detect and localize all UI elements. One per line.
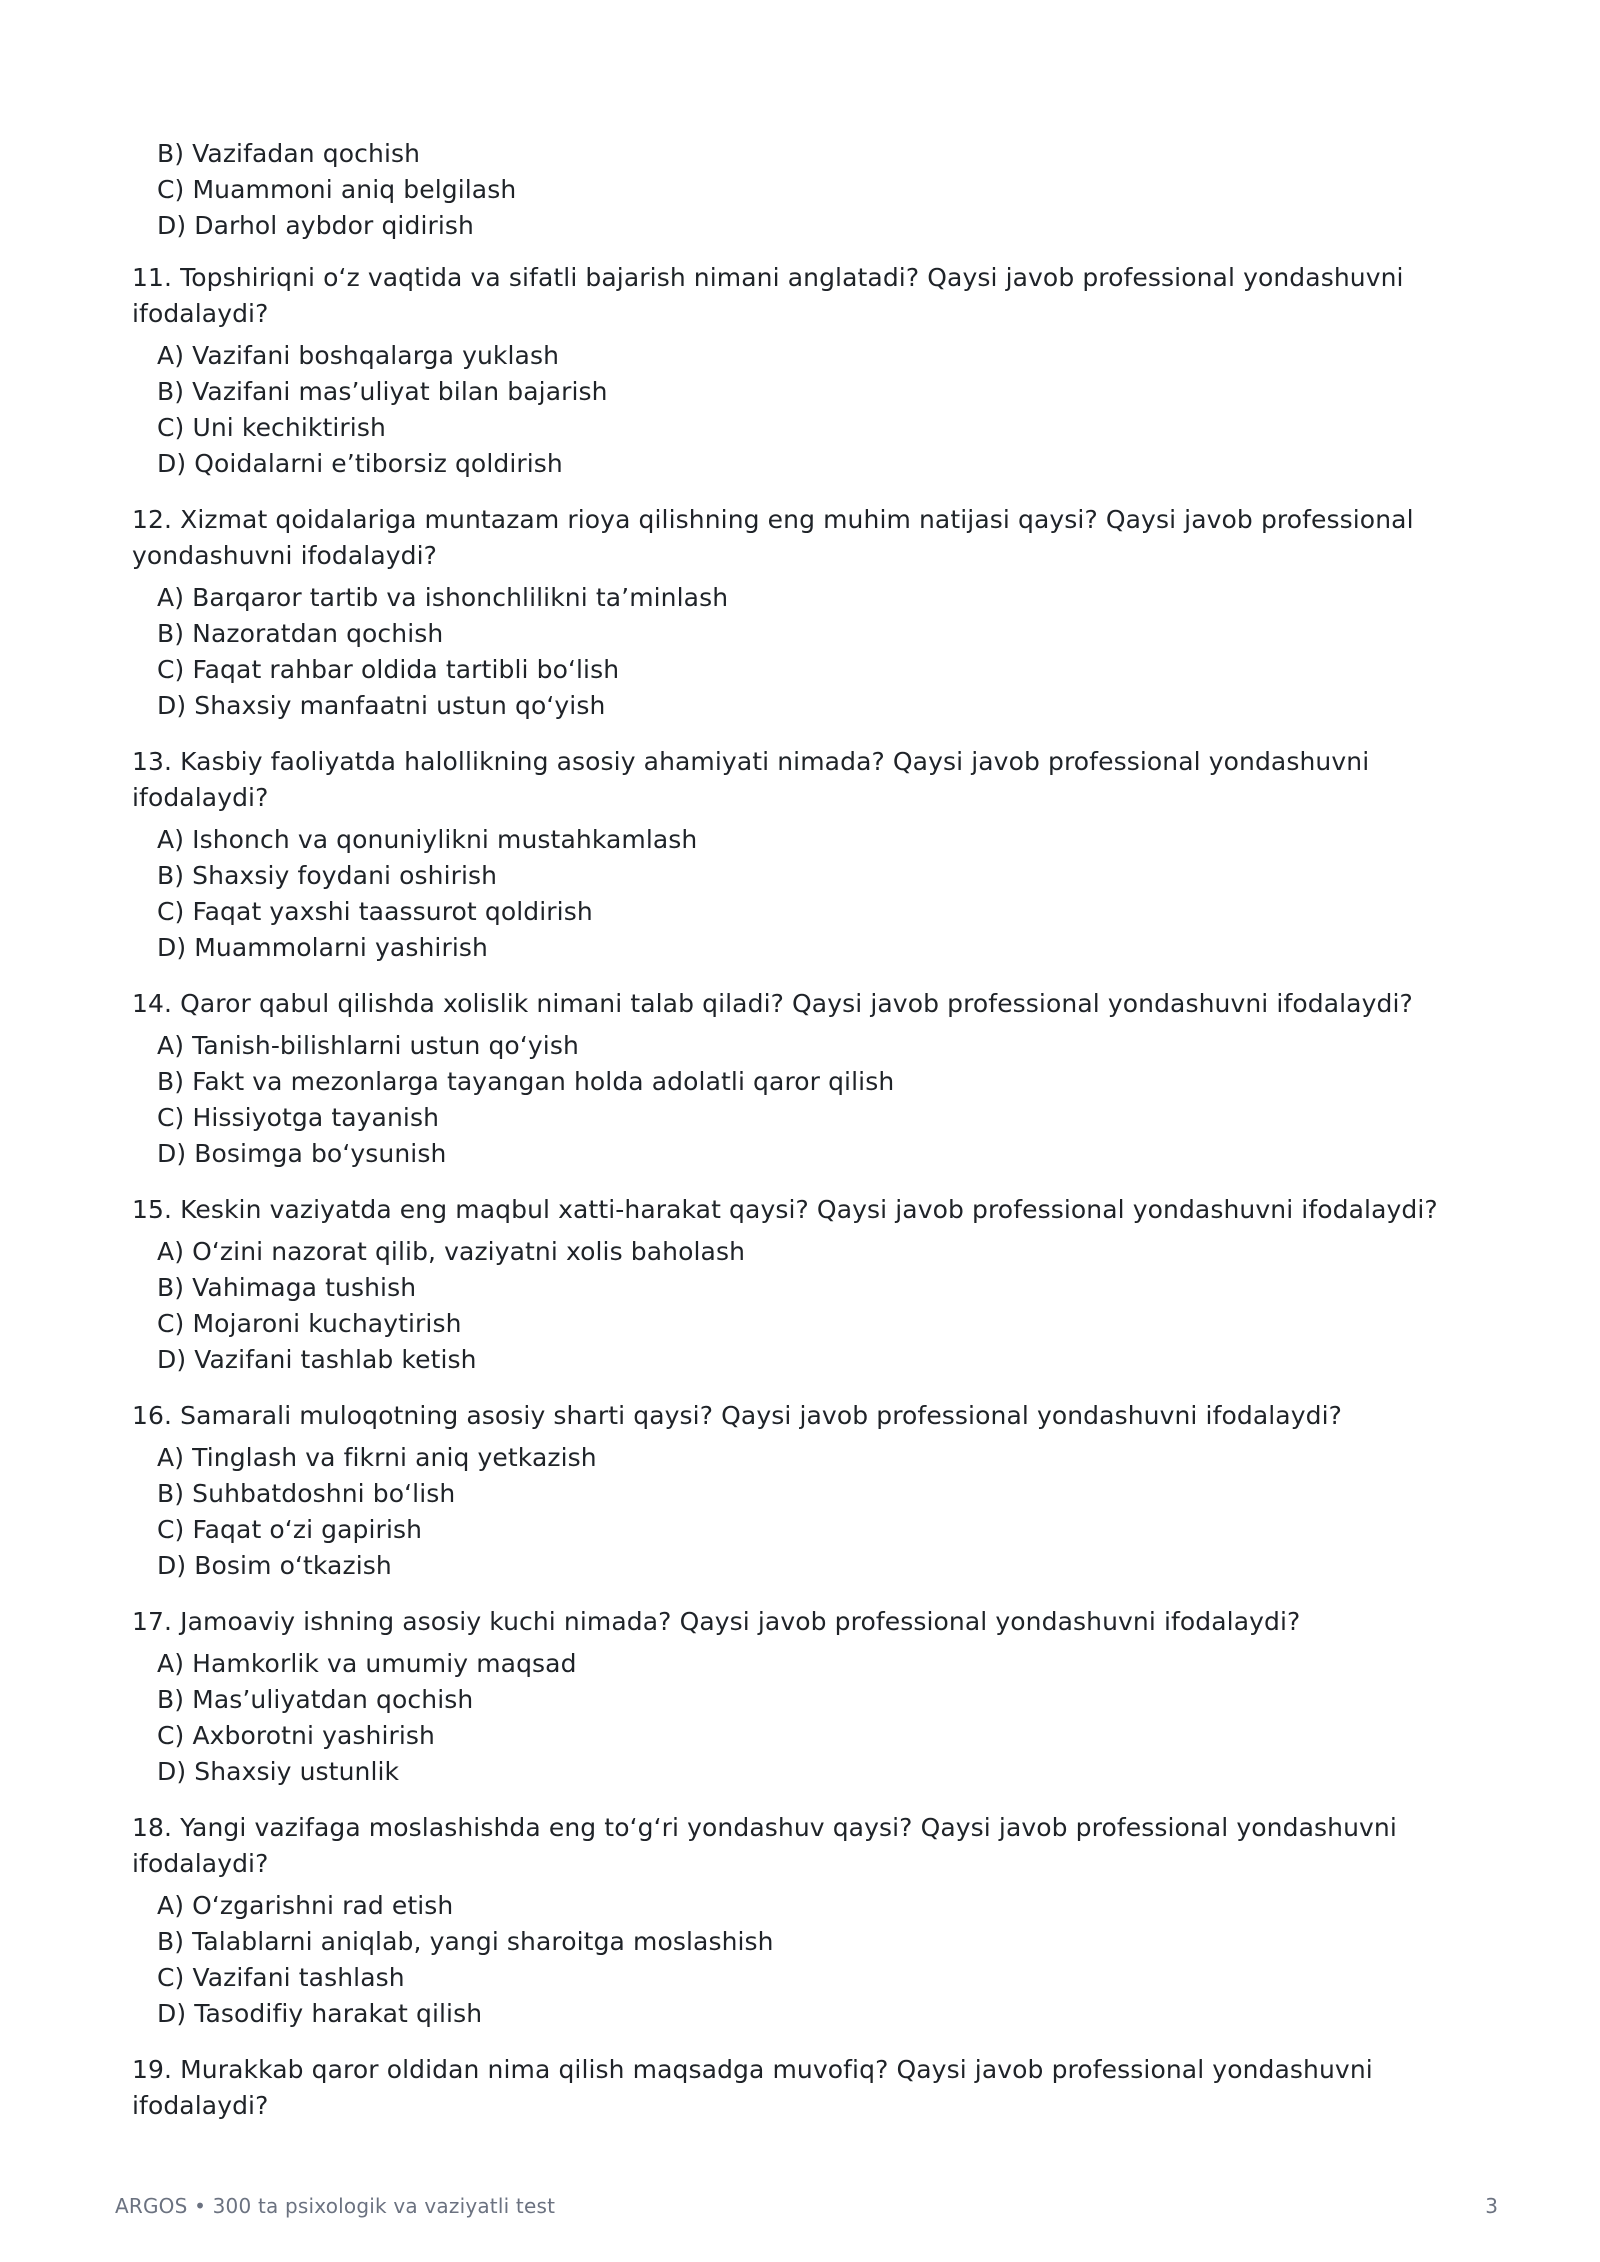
question-18 <box>132 1810 1492 2032</box>
option: B) Talablarni aniqlab, yangi sharoitga moslashish <box>157 1927 774 1956</box>
option: A) Barqaror tartib va ishonchlilikni ta’minlash <box>157 583 729 612</box>
question-17 <box>132 1604 1492 1790</box>
option: D) Bosimga bo‘ysunish <box>157 1139 447 1168</box>
option: D) Vazifani tashlab ketish <box>157 1345 477 1374</box>
question-19 <box>132 2052 1492 2124</box>
footer-title: ARGOS • 300 ta psixologik va vaziyatli test <box>115 2194 556 2218</box>
option: C) Mojaroni kuchaytirish <box>157 1309 462 1338</box>
option: B) Suhbatdoshni bo‘lish <box>157 1479 456 1508</box>
option: C) Faqat o‘zi gapirish <box>157 1515 423 1544</box>
question-text: 14. Qaror qabul qilishda xolislik nimani talab qiladi? Qaysi javob professional yondashuvni ifodalaydi? <box>132 989 1413 1018</box>
option: A) Hamkorlik va umumiy maqsad <box>157 1649 577 1678</box>
option: A) O‘zgarishni rad etish <box>157 1891 454 1920</box>
question-text: 15. Keskin vaziyatda eng maqbul xatti-harakat qaysi? Qaysi javob professional yondashuvni ifodalaydi? <box>132 1195 1438 1224</box>
option: A) Tinglash va fikrni aniq yetkazish <box>157 1443 597 1472</box>
option: A) O‘zini nazorat qilib, vaziyatni xolis baholash <box>157 1237 746 1266</box>
option: B) Vazifadan qochish <box>157 139 421 168</box>
option: C) Axborotni yashirish <box>157 1721 436 1750</box>
option: B) Vazifani mas’uliyat bilan bajarish <box>157 377 608 406</box>
option: D) Qoidalarni e’tiborsiz qoldirish <box>157 449 563 478</box>
option: C) Vazifani tashlash <box>157 1963 405 1992</box>
question-12 <box>132 502 1492 724</box>
option: D) Darhol aybdor qidirish <box>157 211 474 240</box>
option: C) Faqat yaxshi taassurot qoldirish <box>157 897 593 926</box>
option: C) Muammoni aniq belgilash <box>157 175 517 204</box>
page-number: 3 <box>1485 2194 1498 2218</box>
option: B) Nazoratdan qochish <box>157 619 444 648</box>
option: D) Muammolarni yashirish <box>157 933 488 962</box>
option: B) Fakt va mezonlarga tayangan holda adolatli qaror qilish <box>157 1067 895 1096</box>
question-13 <box>132 744 1492 966</box>
option: A) Tanish-bilishlarni ustun qo‘yish <box>157 1031 579 1060</box>
option: C) Uni kechiktirish <box>157 413 386 442</box>
question-text: 12. Xizmat qoidalariga muntazam rioya qilishning eng muhim natijasi qaysi? Qaysi javob professional yondashuvni ifodalaydi? <box>132 505 1414 570</box>
question-14 <box>132 986 1492 1172</box>
question-15 <box>132 1192 1492 1378</box>
question-text: 19. Murakkab qaror oldidan nima qilish maqsadga muvofiq? Qaysi javob professional yondashuvni ifodalaydi? <box>132 2055 1373 2120</box>
leading-options <box>157 136 516 244</box>
option: B) Vahimaga tushish <box>157 1273 417 1302</box>
question-text: 18. Yangi vazifaga moslashishda eng to‘g‘ri yondashuv qaysi? Qaysi javob professional yondashuvni ifodalaydi? <box>132 1813 1397 1878</box>
option: D) Tasodifiy harakat qilish <box>157 1999 483 2028</box>
option: D) Shaxsiy ustunlik <box>157 1757 400 1786</box>
question-text: 17. Jamoaviy ishning asosiy kuchi nimada? Qaysi javob professional yondashuvni ifodalaydi? <box>132 1607 1301 1636</box>
option: A) Ishonch va qonuniylikni mustahkamlash <box>157 825 698 854</box>
option: D) Bosim o‘tkazish <box>157 1551 392 1580</box>
option: B) Shaxsiy foydani oshirish <box>157 861 498 890</box>
question-list <box>132 260 1492 2144</box>
question-text: 13. Kasbiy faoliyatda halollikning asosiy ahamiyati nimada? Qaysi javob professional yondashuvni ifodalaydi? <box>132 747 1370 812</box>
option: A) Vazifani boshqalarga yuklash <box>157 341 560 370</box>
question-text: 11. Topshiriqni o‘z vaqtida va sifatli bajarish nimani anglatadi? Qaysi javob professional yondashuvni ifodalaydi? <box>132 263 1404 328</box>
question-11 <box>132 260 1492 482</box>
option: B) Mas’uliyatdan qochish <box>157 1685 474 1714</box>
question-text: 16. Samarali muloqotning asosiy sharti qaysi? Qaysi javob professional yondashuvni ifodalaydi? <box>132 1401 1342 1430</box>
option: C) Hissiyotga tayanish <box>157 1103 440 1132</box>
option: D) Shaxsiy manfaatni ustun qo‘yish <box>157 691 606 720</box>
option: C) Faqat rahbar oldida tartibli bo‘lish <box>157 655 620 684</box>
question-16 <box>132 1398 1492 1584</box>
